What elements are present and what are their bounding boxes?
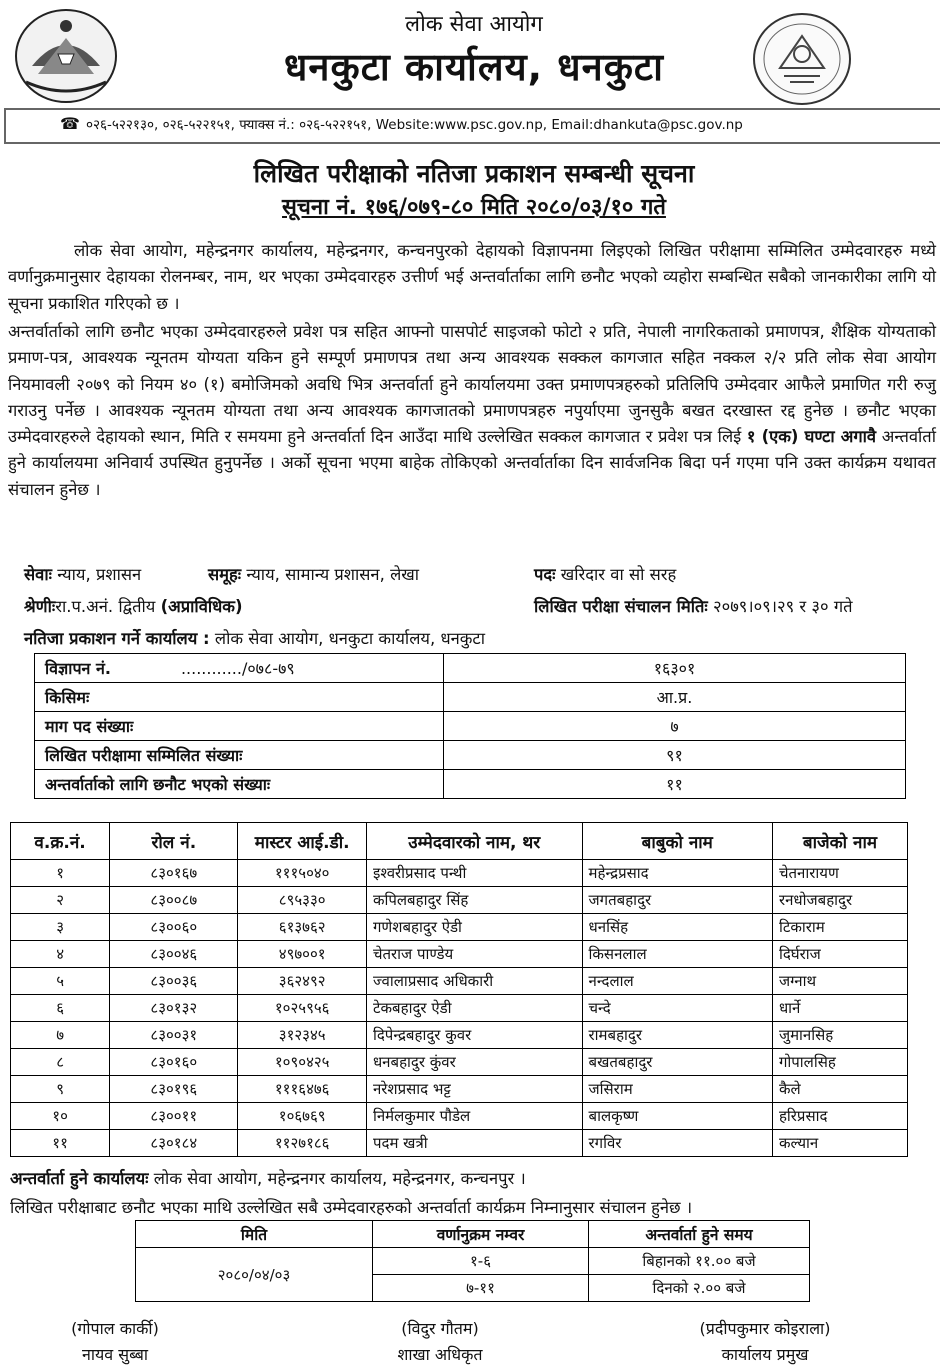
header-roll-number: रोल नं. [110, 823, 238, 860]
cell-grandfather-name: टिकाराम [772, 914, 907, 941]
table-row [11, 995, 908, 1022]
exam-date-label: लिखित परीक्षा संचालन मितिः [534, 597, 708, 616]
advert-label: अन्तर्वार्ताको लागि छनौट भएको संख्याः [45, 775, 271, 794]
table-row [11, 1103, 908, 1130]
cell-roll-number: ८३००६० [110, 914, 238, 941]
cell-candidate-name: कपिलबहादुर सिंह [366, 887, 582, 914]
result-office-label: नतिजा प्रकाशन गर्ने कार्यालय : [24, 629, 210, 648]
signature-block [660, 1316, 870, 1368]
cell-father-name: बखतबहादुर [582, 1049, 772, 1076]
cell-candidate-name: दिपेन्द्रबहादुर कुवर [366, 1022, 582, 1049]
cell-grandfather-name: जग्नाथ [772, 968, 907, 995]
cell-serial: १ [11, 860, 110, 887]
cell-father-name: बालकृष्ण [582, 1103, 772, 1130]
cell-grandfather-name: कैले [772, 1076, 907, 1103]
advert-row [35, 741, 906, 770]
signature-block [345, 1316, 535, 1368]
header-rule-side [4, 108, 6, 142]
schedule-header-range: वर्णानुक्रम नम्वर [373, 1221, 589, 1248]
cell-father-name: रामबहादुर [582, 1022, 772, 1049]
header-master-id: मास्टर आई.डी. [238, 823, 367, 860]
cell-roll-number: ८३०१८४ [110, 1130, 238, 1157]
advert-label-cell [35, 654, 444, 683]
table-row [11, 968, 908, 995]
advert-label: विज्ञापन नं. [45, 659, 111, 678]
class-label: श्रेणीः [24, 597, 56, 616]
cell-master-id: १११५०४० [238, 860, 367, 887]
header-rule-bottom [4, 142, 940, 144]
service-value: न्याय, प्रशासन [57, 565, 142, 584]
notice-subtitle [0, 191, 948, 221]
notice-paragraph-1: लोक सेवा आयोग, महेन्द्रनगर कार्यालय, महेन्द्रनगर, कन्चनपुरको देहायको विज्ञापनमा लिइएको लिखित परीक्षामा सम्मिलित उम्मेदवारहरु मध्ये वर्णानुक्रमानुसार देहायका रोलनम्बर, नाम, थर भएका उम्मेदवारहरु उत्तीर्ण भई अन्तर्वार्ताका लागि छनौट भएको व्यहोरा सम्बन्धित सबैको जानकारीका लागि यो सूचना प्रकाशित गरिएको छ । [8, 241, 936, 313]
advert-label-cell [35, 712, 444, 741]
schedule-time: बिहानको ११.०० बजे [589, 1248, 810, 1275]
cell-father-name: चन्दे [582, 995, 772, 1022]
signatory-title: शाखा अधिकृत [397, 1345, 483, 1364]
cell-master-id: १०९०४२५ [238, 1049, 367, 1076]
cell-father-name: महेन्द्रप्रसाद [582, 860, 772, 887]
interview-note: लिखित परीक्षाबाट छनौट भएका माथि उल्लेखित सबै उम्मेदवारहरुको अन्तर्वार्ता कार्यक्रम निम्नानुसार संचालन हुनेछ । [10, 1198, 693, 1217]
table-row [11, 1022, 908, 1049]
cell-serial: २ [11, 887, 110, 914]
para2-text-b: अन्तर्वार्ता हुने कार्यालयमा अनिवार्य उपस्थित हुनुपर्नेछ । अर्को सूचना भएमा बाहेक तोकिएको अन्तर्वार्ताका दिन सार्वजनिक बिदा पर्न गएमा पनि उक्त कार्यक्रम यथावत संचालन हुनेछ । [8, 427, 936, 499]
cell-master-id: ३६२४९२ [238, 968, 367, 995]
cell-serial: ५ [11, 968, 110, 995]
interview-office-label: अन्तर्वार्ता हुने कार्यालयः [10, 1169, 149, 1188]
cell-master-id: ६१३७६२ [238, 914, 367, 941]
cell-roll-number: ८३०१६७ [110, 860, 238, 887]
cell-grandfather-name: गोपालसिह [772, 1049, 907, 1076]
cell-roll-number: ८३००३६ [110, 968, 238, 995]
post-field [534, 562, 676, 585]
cell-roll-number: ८३००११ [110, 1103, 238, 1130]
cell-master-id: १०६७६९ [238, 1103, 367, 1130]
cell-candidate-name: चेतराज पाण्डेय [366, 941, 582, 968]
cell-grandfather-name: जुमानसिह [772, 1022, 907, 1049]
interview-office-value: लोक सेवा आयोग, महेन्द्रनगर कार्यालय, महेन्द्रनगर, कन्चनपुर । [153, 1169, 526, 1188]
cell-master-id: ४९७००१ [238, 941, 367, 968]
schedule-range: १-६ [373, 1248, 589, 1275]
cell-serial: ६ [11, 995, 110, 1022]
cell-roll-number: ८३००३१ [110, 1022, 238, 1049]
schedule-range: ७-११ [373, 1275, 589, 1302]
header-father-name: बाबुको नाम [582, 823, 772, 860]
cell-grandfather-name: कल्यान [772, 1130, 907, 1157]
advert-value: आ.प्र. [444, 683, 906, 712]
signatory-name: (प्रदीपकुमार कोइराला) [699, 1319, 831, 1338]
result-office-field [24, 626, 485, 649]
advert-value: ७ [444, 712, 906, 741]
schedule-date: २०८०/०४/०३ [136, 1248, 373, 1302]
signatory-name: (गोपाल कार्की) [71, 1319, 159, 1338]
cell-serial: ३ [11, 914, 110, 941]
advert-label: माग पद संख्याः [45, 717, 134, 736]
post-label: पदः [534, 565, 556, 584]
advert-row [35, 654, 906, 683]
contact-line [60, 114, 743, 133]
advert-value: ११ [444, 770, 906, 799]
notice-paragraph-2 [8, 319, 936, 503]
cell-grandfather-name: चेतनारायण [772, 860, 907, 887]
schedule-header-time: अन्तर्वार्ता हुने समय [589, 1221, 810, 1248]
interview-schedule-table [135, 1220, 810, 1302]
interview-office-field [10, 1166, 526, 1189]
cell-master-id: १०२५९५६ [238, 995, 367, 1022]
notice-title: लिखित परीक्षाको नतिजा प्रकाशन सम्बन्धी सूचना [253, 159, 695, 188]
cell-serial: ११ [11, 1130, 110, 1157]
exam-date-field [534, 594, 853, 617]
advert-value: १६३०१ [444, 654, 906, 683]
notice-number: सूचना नं. १७६/०७९-८० मिति २०८०/०३/१० गते [282, 195, 666, 220]
advert-label: किसिमः [45, 688, 90, 707]
header-grandfather-name: बाजेको नाम [772, 823, 907, 860]
cell-father-name: किसनलाल [582, 941, 772, 968]
cell-master-id: ८९५३३० [238, 887, 367, 914]
advert-label-cell [35, 683, 444, 712]
cell-candidate-name: इश्वरीप्रसाद पन्थी [366, 860, 582, 887]
cell-father-name: नन्दलाल [582, 968, 772, 995]
group-value: न्याय, सामान्य प्रशासन, लेखा [246, 565, 420, 584]
advert-row [35, 770, 906, 799]
table-row [11, 1130, 908, 1157]
advert-number-prefix: ............/०७८-७९ [180, 659, 295, 678]
cell-roll-number: ८३०१९६ [110, 1076, 238, 1103]
group-field [208, 562, 419, 585]
org-name: लोक सेवा आयोग [405, 12, 543, 37]
contact-text: ०२६-५२२१३०, ०२६-५२२१५१, फ्याक्स नं.: ०२६-५२२१५१, Website:www.psc.gov.np, Email:dhankuta@psc.gov.np [85, 117, 743, 133]
cell-roll-number: ८३००८७ [110, 887, 238, 914]
cell-grandfather-name: रनधोजबहादुर [772, 887, 907, 914]
class-value: रा.प.अनं. द्वितीय [55, 597, 156, 616]
cell-master-id: ३१२३४५ [238, 1022, 367, 1049]
table-row [11, 887, 908, 914]
cell-master-id: ११२७१८६ [238, 1130, 367, 1157]
cell-candidate-name: पदम खत्री [366, 1130, 582, 1157]
signatory-title: कार्यालय प्रमुख [721, 1345, 809, 1364]
cell-father-name: जसिराम [582, 1076, 772, 1103]
cell-candidate-name: निर्मलकुमार पौडेल [366, 1103, 582, 1130]
signature-block [20, 1316, 210, 1368]
header-serial: व.क्र.नं. [11, 823, 110, 860]
post-value: खरिदार वा सो सरह [560, 565, 677, 584]
advert-row [35, 683, 906, 712]
cell-father-name: रगविर [582, 1130, 772, 1157]
cell-serial: १० [11, 1103, 110, 1130]
cell-roll-number: ८३००४६ [110, 941, 238, 968]
cell-roll-number: ८३०१६० [110, 1049, 238, 1076]
para2-text-a: अन्तर्वार्ताको लागि छनौट भएका उम्मेदवारहरुले प्रवेश पत्र सहित आफ्नो पासपोर्ट साइजको फोटो २ प्रति, नेपाली नागरिकताको प्रमाणपत्र, शैक्षिक योग्यताको प्रमाण-पत्र, आवश्यक न्यूनतम योग्यता यकिन हुने सम्पूर्ण प्रमाणपत्र तथा अन्य आवश्यक सक्कल कागजात सहित नक्कल २/२ प्रति लोक सेवा आयोग नियमावली २०७९ को नियम ४० (१) बमोजिमको अवधि भित्र अन्तर्वार्ता हुने कार्यालयमा उक्त प्रमाणपत्रहरुको प्रतिलिपि उम्मेदवार आफैले प्रमाणित गरी रुजु गराउनु पर्नेछ । आवश्यक न्यूनतम योग्यता तथा अन्य आवश्यक कागजातको प्रमाणपत्रहरु नपुर्याएमा जुनसुकै बखत दरखास्त रद्द हुनेछ । छनौट भएका उम्मेदवारहरुले देहायको स्थान, मिति र समयमा हुने अन्तर्वार्ता दिन आउँदा माथि उल्लेखित सक्कल कागजात र प्रवेश पत्र लिई [8, 322, 936, 447]
schedule-time: दिनको २.०० बजे [589, 1275, 810, 1302]
exam-date-value: २०७९।०९।२९ र ३० गते [713, 597, 853, 616]
cell-candidate-name: नरेशप्रसाद भट्ट [366, 1076, 582, 1103]
signatory-title: नायव सुब्बा [81, 1345, 148, 1364]
table-row [11, 860, 908, 887]
table-row [11, 914, 908, 941]
cell-serial: ८ [11, 1049, 110, 1076]
class-field [24, 594, 243, 617]
advert-label: लिखित परीक्षामा सम्मिलित संख्याः [45, 746, 243, 765]
service-label: सेवाः [24, 565, 52, 584]
cell-father-name: जगतबहादुर [582, 887, 772, 914]
cell-serial: ४ [11, 941, 110, 968]
class-bold: (अप्राविधिक) [160, 597, 243, 616]
office-name: धनकुटा कार्यालय, धनकुटा [284, 45, 664, 89]
signatory-name: (विदुर गौतम) [401, 1319, 479, 1338]
advert-label-cell [35, 741, 444, 770]
cell-candidate-name: टेकबहादुर ऐडी [366, 995, 582, 1022]
advert-row [35, 712, 906, 741]
header-rule-top [4, 108, 940, 110]
table-row [11, 1076, 908, 1103]
cell-candidate-name: ज्वालाप्रसाद अधिकारी [366, 968, 582, 995]
table-row [11, 1049, 908, 1076]
cell-grandfather-name: दिर्घराज [772, 941, 907, 968]
para2-bold: १ (एक) घण्टा अगावै [746, 427, 877, 447]
cell-candidate-name: गणेशबहादुर ऐडी [366, 914, 582, 941]
cell-roll-number: ८३०१३२ [110, 995, 238, 1022]
candidates-table [10, 822, 908, 1157]
table-row [11, 941, 908, 968]
result-office-value: लोक सेवा आयोग, धनकुटा कार्यालय, धनकुटा [214, 629, 486, 648]
group-label: समूहः [208, 565, 242, 584]
advert-value: ९१ [444, 741, 906, 770]
cell-candidate-name: धनबहादुर कुंवर [366, 1049, 582, 1076]
telephone-icon: ☎ [60, 114, 80, 133]
schedule-header-date: मिति [136, 1221, 373, 1248]
cell-serial: ७ [11, 1022, 110, 1049]
cell-father-name: धनसिंह [582, 914, 772, 941]
service-field [24, 562, 141, 585]
cell-serial: ९ [11, 1076, 110, 1103]
advert-table [34, 653, 906, 799]
advert-label-cell [35, 770, 444, 799]
cell-master-id: १११६४७६ [238, 1076, 367, 1103]
cell-grandfather-name: हरिप्रसाद [772, 1103, 907, 1130]
header-candidate-name: उम्मेदवारको नाम, थर [366, 823, 582, 860]
cell-grandfather-name: धार्ने [772, 995, 907, 1022]
